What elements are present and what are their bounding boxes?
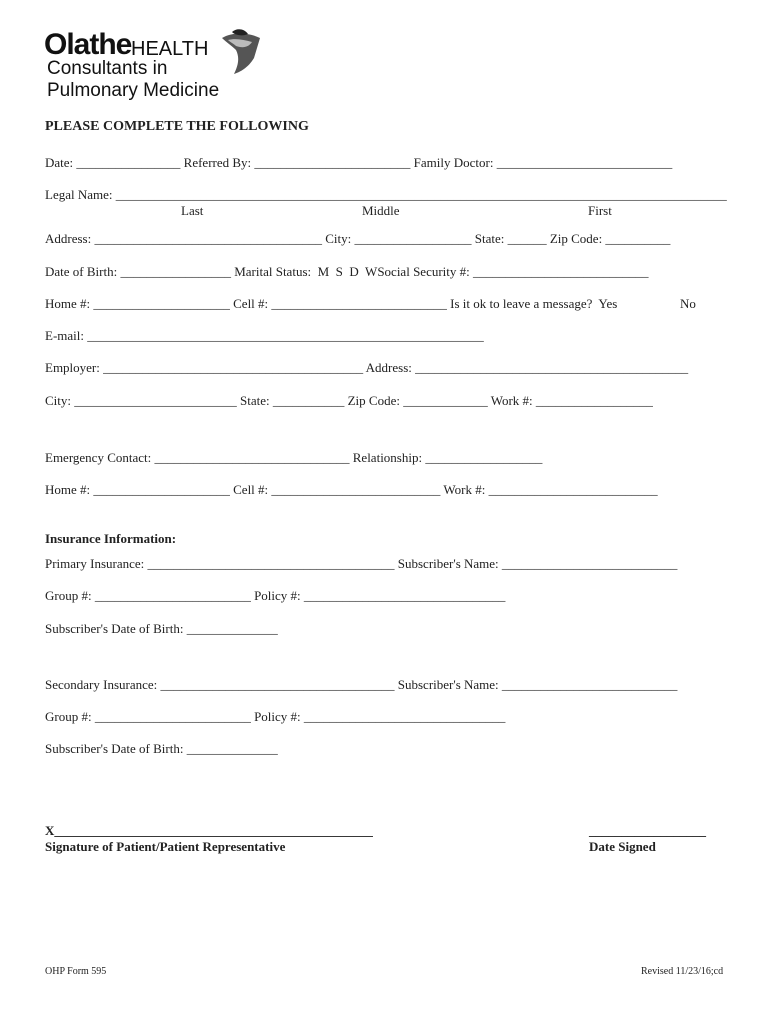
signature-line[interactable]: X_________________________________________________ [45, 823, 373, 838]
secondary-subscriber-dob-row[interactable]: Subscriber's Date of Birth: ______________ [45, 741, 278, 756]
heart-logo-icon [218, 28, 264, 76]
logo-line-2: Pulmonary Medicine [47, 80, 220, 101]
form-heading: PLEASE COMPLETE THE FOLLOWING [45, 119, 309, 134]
address-row[interactable]: Address: ___________________________________ City: __________________ State: ______ Zip Code: __________ [45, 231, 671, 246]
signature-label: Signature of Patient/Patient Representative [45, 839, 286, 854]
date-signed-line[interactable]: __________________ [589, 823, 706, 838]
date-referral-row[interactable]: Date: ________________ Referred By: ________________________ Family Doctor: ___________________________ [45, 155, 673, 170]
logo-line-1: Consultants in [47, 58, 168, 79]
employer-city-row[interactable]: City: _________________________ State: ___________ Zip Code: _____________ Work #: __________________ [45, 393, 653, 408]
employer-row[interactable]: Employer: ________________________________________ Address: __________________________________________ [45, 360, 689, 375]
primary-insurance-row[interactable]: Primary Insurance: ______________________________________ Subscriber's Name: ___________________________ [45, 556, 678, 571]
legal-name-row[interactable]: Legal Name: ______________________________________________________________________________________________ [45, 187, 727, 202]
primary-group-policy-row[interactable]: Group #: ________________________ Policy #: _______________________________ [45, 588, 506, 603]
name-sub-last: Last [181, 203, 204, 218]
form-number: OHP Form 595 [45, 966, 107, 977]
phone-row[interactable]: Home #: _____________________ Cell #: ___________________________ Is it ok to leave a message? Yes [45, 296, 618, 311]
logo-brand: Olathe [44, 28, 132, 61]
revision-note: Revised 11/23/16;cd [641, 966, 724, 977]
name-sub-first: First [588, 203, 612, 218]
primary-subscriber-dob-row[interactable]: Subscriber's Date of Birth: ______________ [45, 621, 278, 636]
dob-marital-row[interactable]: Date of Birth: _________________ Marital Status: M S D WSocial Security #: ___________________________ [45, 264, 649, 279]
insurance-heading: Insurance Information: [45, 531, 177, 546]
emergency-contact-row[interactable]: Emergency Contact: ______________________________ Relationship: __________________ [45, 450, 543, 465]
name-sub-middle: Middle [362, 203, 400, 218]
secondary-insurance-row[interactable]: Secondary Insurance: ____________________________________ Subscriber's Name: ___________________________ [45, 677, 678, 692]
emergency-phone-row[interactable]: Home #: _____________________ Cell #: __________________________ Work #: __________________________ [45, 482, 658, 497]
logo-health: HEALTH [131, 38, 209, 60]
date-signed-label: Date Signed [589, 839, 656, 854]
email-row[interactable]: E-mail: _____________________________________________________________ [45, 328, 484, 343]
secondary-group-policy-row[interactable]: Group #: ________________________ Policy #: _______________________________ [45, 709, 506, 724]
message-no-option[interactable]: No [680, 296, 696, 311]
